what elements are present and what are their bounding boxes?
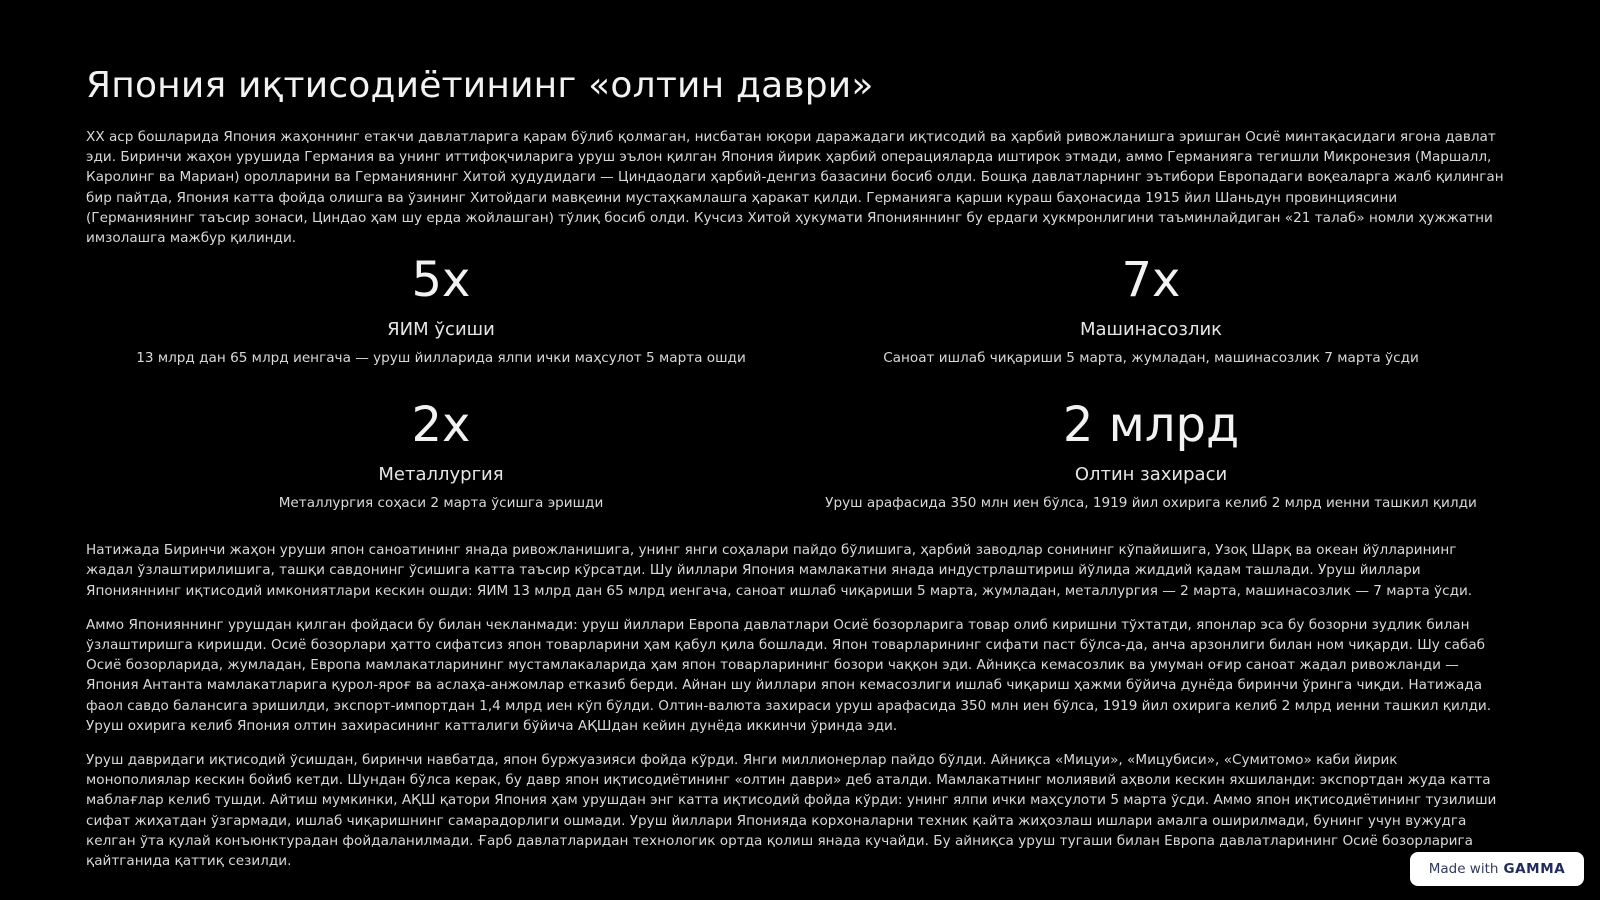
- stats-grid: [86, 250, 1506, 540]
- stat-machinery: [796, 250, 1506, 395]
- stat-description: Саноат ишлаб чиқариши 5 марта, жумладан, машинасозлик 7 марта ўсди: [883, 350, 1419, 367]
- stat-value: 2 млрд: [1062, 397, 1240, 454]
- intro-paragraph: XX аср бошларида Япония жаҳоннинг етакчи давлатларига қарам бўлиб қолмаган, нисбатан юқори даражадаги иқтисодий ва ҳарбий ривожланишга эришган Осиё минтақасидаги ягона давлат эди. Биринчи жаҳон урушида Германия ва унинг иттифоқчиларига уруш эълон қилган Япония йирик ҳарбий операцияларда иштирок этмади, аммо Германияга тегишли Микронезия (Маршалл, Каролинг ва Мариан) оролларини ва Германиянинг Хитой ҳудудидаги — Циндаодаги ҳарбий-денгиз базасини босиб олди. Бошқа давлатларнинг эътибори Европадаги воқеаларга жалб қилинган бир пайтда, Япония катта фойда олишга ва ўзининг Хитойдаги мавқеини мустаҳкамлашга ҳаракат қилди. Германияга қарши кураш баҳонасида 1915 йил Шаньдун провинциясини (Германиянинг таъсир зонаси, Циндао ҳам шу ерда жойлашган) тўлиқ босиб олди. Кучсиз Хитой ҳукумати Японияннинг бу ердаги ҳукмронлигини таъминлайдиган «21 талаб» номли ҳужжатни имзолашга мажбур қилинди.: [86, 129, 1504, 247]
- stat-description: 13 млрд дан 65 млрд иенгача — уруш йилларида ялпи ички маҳсулот 5 марта ошди: [136, 350, 746, 367]
- stat-label: Олтин захираси: [1074, 464, 1228, 486]
- body-paragraph: Натижада Биринчи жаҳон уруши япон саноатининг янада ривожланишига, унинг янги соҳалари пайдо бўлишига, ҳарбий заводлар сонининг кўпайишига, Узоқ Шарқ ва океан йўлларининг жадал ўзлаштирилишига, ташқи савдонинг ўсишига катта таъсир кўрсатди. Шу йиллари Япония мамлакатни янада индустрлаштириш йўлида жиддий қадам ташлади. Уруш йиллари Японияннинг иқтисодий имкониятлари кескин ошди: ЯИМ 13 млрд дан 65 млрд иенгача, саноат ишлаб чиқариши 5 марта, жумладан, металлургия — 2 марта, машинасозлик — 7 марта ўсди.: [86, 542, 1473, 599]
- stat-value: 2x: [411, 397, 471, 454]
- stat-value: 5x: [411, 252, 471, 309]
- stat-description: Металлургия соҳаси 2 марта ўсишга эришди: [278, 495, 604, 512]
- slide-content: [86, 62, 1506, 871]
- stat-value: 7x: [1121, 252, 1181, 309]
- body-paragraph: Аммо Японияннинг урушдан қилган фойдаси бу билан чекланмади: уруш йиллари Европа давлатлари Осиё бозорларига товар олиб киришни тўхтатди, японлар эса бу бозорни зудлик билан ўзлаштиришга киришди. Осиё бозорлари ҳатто сифатсиз япон товарларини ҳам қабул қила бошлади. Япон товарларининг сифати паст бўлса-да, анча арзонлиги билан ном чиқарди. Шу сабаб Осиё бозорларида, жумладан, Европа мамлакатларининг мустамлакаларида ҳам япон товарларининг бозори чаққон эди. Айниқса кемасозлик ва умуман оғир саноат жадал ривожланди — Япония Антанта мамлакатларига қурол-яроғ ва аслаҳа-анжомлар етказиб берди. Айнан шу йиллари япон кемасозлиги ишлаб чиқариш ҳажми бўйича дунёда биринчи ўринга чиқди. Натижада фаол савдо балансига эришилди, экспорт-импортдан 1,4 млрд иен кўп бўлди. Олтин-валюта захираси уруш арафасида 350 млн иен бўлса, 1919 йил охирига келиб 2 млрд иенни ташкил қилди. Уруш охирига келиб Япония олтин захирасининг катталиги бўйича АҚШдан кейин дунёда иккинчи ўринда эди.: [86, 616, 1492, 734]
- stat-metallurgy: [86, 395, 796, 540]
- made-with-gamma-badge[interactable]: [1410, 852, 1584, 886]
- stat-label: Машинасозлик: [1079, 319, 1223, 341]
- body-paragraph: Уруш давридаги иқтисодий ўсишдан, биринчи навбатда, япон буржуазияси фойда кўрди. Янги миллионерлар пайдо бўлди. Айниқса «Мицуи», «Мицубиси», «Сумитомо» каби йирик монополиялар кескин бойиб кетди. Шундан бўлса керак, бу давр япон иқтисодиётининг «олтин даври» деб аталди. Мамлакатнинг молиявий аҳволи кескин яхшиланди: экспортдан жуда катта маблағлар келиб тушди. Айтиш мумкинки, АҚШ қатори Япония ҳам урушдан энг катта иқтисодий фойда кўрди: унинг ялпи ички маҳсулоти 5 марта ўсди. Аммо япон иқтисодиётининг тузилиши сифат жиҳатдан ўзгармади, ишлаб чиқаришнинг самарадорлиги ошмади. Уруш йиллари Японияда корхоналарни техник қайта жиҳозлаш ишлари амалга оширилмади, бунинг учун вужудга келган ўта қулай конъюнктурадан фойдаланилмади. Ғарб давлатларидан технологик ортда қолиш янада кучайди. Бу айниқса уруш тугаши билан Европа давлатларининг Осиё бозорларига қайтганида қаттиқ сезилди.: [86, 752, 1497, 870]
- stat-label: Металлургия: [378, 464, 504, 486]
- stat-description: Уруш арафасида 350 млн иен бўлса, 1919 йил охирига келиб 2 млрд иенни ташкил қилди: [825, 495, 1477, 512]
- stat-label: ЯИМ ўсиши: [387, 319, 495, 341]
- gamma-logo: GAMMA: [1503, 861, 1566, 877]
- stat-gdp: [86, 250, 796, 395]
- page-title: Япония иқтисодиётининг «олтин даври»: [86, 65, 874, 106]
- badge-text: Made with: [1428, 861, 1499, 877]
- stat-gold-reserve: [796, 395, 1506, 540]
